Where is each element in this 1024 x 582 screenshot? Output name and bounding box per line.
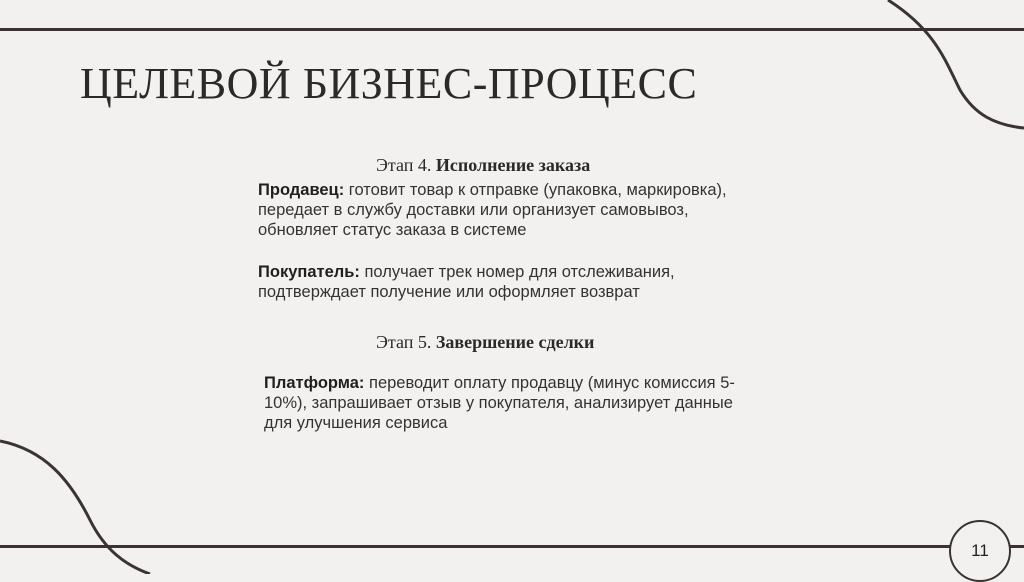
seller-text: готовит товар к отправке (упаковка, маркировка), передает в службу доставки или организует самовывоз, обновляет статус заказа в системе bbox=[258, 181, 727, 239]
page-number: 11 bbox=[971, 541, 989, 560]
stage-4-buyer-paragraph bbox=[258, 262, 778, 302]
stage-5-heading bbox=[376, 332, 594, 353]
platform-label: Платформа: bbox=[264, 374, 365, 392]
stage-4-prefix: Этап 4. bbox=[376, 155, 432, 175]
stage-4-name: Исполнение заказа bbox=[435, 155, 591, 175]
buyer-text: получает трек номер для отслеживания, подтверждает получение или оформляет возврат bbox=[258, 263, 675, 301]
stage-5-platform-paragraph bbox=[264, 373, 754, 433]
page-title: ЦЕЛЕВОЙ БИЗНЕС-ПРОЦЕСС bbox=[80, 59, 698, 108]
stage-4-seller-paragraph bbox=[258, 180, 728, 240]
top-rule bbox=[0, 28, 1024, 31]
page-number-badge bbox=[949, 520, 1011, 582]
bottom-rule bbox=[0, 545, 1024, 548]
buyer-label: Покупатель: bbox=[258, 263, 360, 281]
stage-4-heading bbox=[376, 155, 590, 176]
bottom-left-curve bbox=[0, 441, 150, 574]
top-right-curve bbox=[888, 0, 1024, 128]
stage-5-prefix: Этап 5. bbox=[376, 332, 432, 352]
stage-5-name: Завершение сделки bbox=[435, 332, 595, 352]
platform-text: переводит оплату продавцу (минус комиссия 5-10%), запрашивает отзыв у покупателя, анализирует данные для улучшения сервиса bbox=[264, 374, 735, 432]
seller-label: Продавец: bbox=[258, 181, 345, 199]
